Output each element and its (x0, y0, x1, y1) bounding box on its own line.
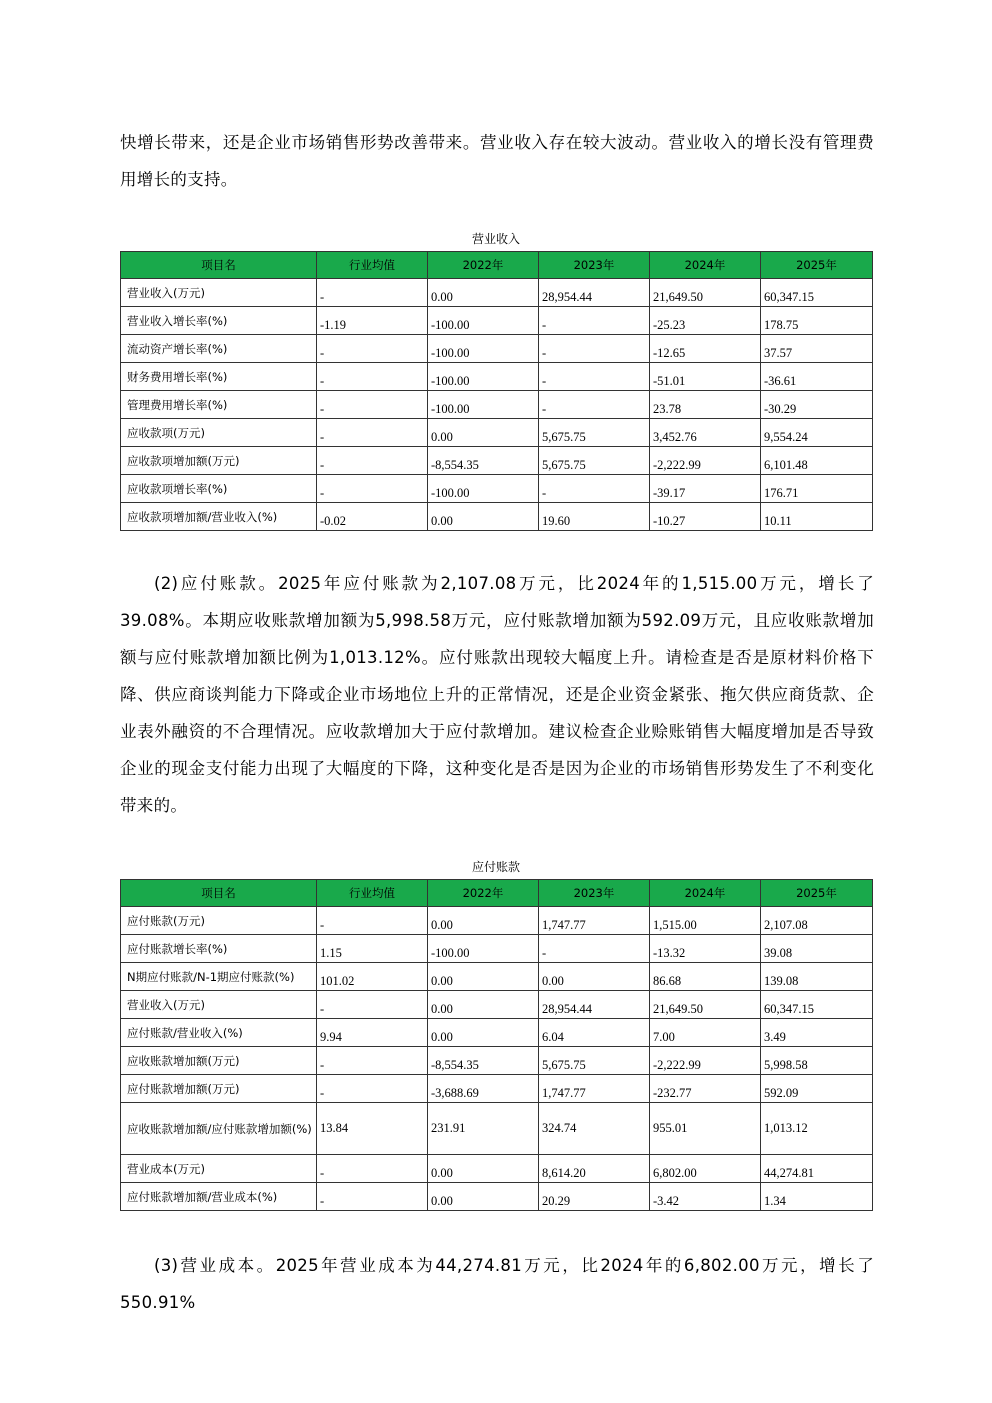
value-cell: 1.15 (317, 935, 428, 963)
table-row (121, 279, 873, 307)
value-cell: 5,998.58 (761, 1047, 873, 1075)
value-cell: -2,222.99 (650, 447, 761, 475)
value-cell: -12.65 (650, 335, 761, 363)
value-cell: - (317, 391, 428, 419)
value-cell: 60,347.15 (761, 991, 873, 1019)
value-cell: - (317, 475, 428, 503)
value-cell: -3.42 (650, 1183, 761, 1211)
payables-table (120, 879, 873, 1211)
header-row (121, 880, 873, 907)
paragraph-top: 快增长带来，还是企业市场销售形势改善带来。营业收入存在较大波动。营业收入的增长没有管理费用增长的支持。 (120, 133, 874, 189)
value-cell: 6,802.00 (650, 1155, 761, 1183)
table-caption-payables: 应付账款 (471, 860, 520, 874)
value-cell: - (539, 335, 650, 363)
table-row (121, 907, 873, 935)
header-cell: 2023年 (539, 880, 650, 907)
value-cell: 0.00 (428, 503, 539, 531)
row-label-cell: 营业收入(万元) (121, 279, 317, 307)
table-row (121, 391, 873, 419)
table-row (121, 419, 873, 447)
value-cell: 0.00 (428, 1155, 539, 1183)
value-cell: -100.00 (428, 363, 539, 391)
value-cell: 21,649.50 (650, 991, 761, 1019)
value-cell: 0.00 (539, 963, 650, 991)
value-cell: 6.04 (539, 1019, 650, 1047)
table-row (121, 335, 873, 363)
row-label-cell: N期应付账款/N-1期应付账款(%) (121, 963, 317, 991)
row-label-cell: 营业收入增长率(%) (121, 307, 317, 335)
value-cell: 6,101.48 (761, 447, 873, 475)
value-cell: - (317, 1047, 428, 1075)
value-cell: - (317, 1155, 428, 1183)
value-cell: 1.34 (761, 1183, 873, 1211)
value-cell: -3,688.69 (428, 1075, 539, 1103)
value-cell: 39.08 (761, 935, 873, 963)
header-cell: 2022年 (428, 880, 539, 907)
row-label-cell: 应付账款/营业收入(%) (121, 1019, 317, 1047)
value-cell: 23.78 (650, 391, 761, 419)
value-cell: -30.29 (761, 391, 873, 419)
value-cell: 1,013.12 (761, 1103, 873, 1155)
value-cell: 0.00 (428, 419, 539, 447)
row-label-cell: 营业成本(万元) (121, 1155, 317, 1183)
row-label-cell: 应收账款增加额/应付账款增加额(%) (121, 1103, 317, 1155)
value-cell: 101.02 (317, 963, 428, 991)
table-row (121, 1103, 873, 1155)
header-cell: 2024年 (650, 880, 761, 907)
value-cell: - (317, 419, 428, 447)
value-cell: -1.19 (317, 307, 428, 335)
table-row (121, 935, 873, 963)
paragraph-operating-cost: (3)营业成本。2025年营业成本为44,274.81万元，比2024年的6,802.00万元，增长了550.91% (120, 1256, 874, 1312)
value-cell: 20.29 (539, 1183, 650, 1211)
value-cell: 592.09 (761, 1075, 873, 1103)
table-row (121, 963, 873, 991)
value-cell: -36.61 (761, 363, 873, 391)
value-cell: 0.00 (428, 991, 539, 1019)
paragraph-accounts-payable: (2)应付账款。2025年应付账款为2,107.08万元，比2024年的1,515.00万元，增长了39.08%。本期应收账款增加额为5,998.58万元，应付账款增加额为592.09万元，且应收账款增加额与应付账款增加额比例为1,013.12%。应付账款出现较大幅度上升。请检查是否是原材料价格下降、供应商谈判能力下降或企业市场地位上升的正常情况，还是企业资金紧张、拖欠供应商货款、企业表外融资的不合理情况。应收款增加大于应付款增加。建议检查企业赊账销售大幅度增加是否导致企业的现金支付能力出现了大幅度的下降，这种变化是否是因为企业的市场销售形势发生了不利变化带来的。 (120, 574, 874, 815)
value-cell: -8,554.35 (428, 1047, 539, 1075)
table-row (121, 1155, 873, 1183)
row-label-cell: 应付账款增长率(%) (121, 935, 317, 963)
value-cell: 8,614.20 (539, 1155, 650, 1183)
value-cell: - (317, 335, 428, 363)
value-cell: 13.84 (317, 1103, 428, 1155)
value-cell: 231.91 (428, 1103, 539, 1155)
value-cell: -13.32 (650, 935, 761, 963)
row-label-cell: 应收款项增加额(万元) (121, 447, 317, 475)
table-row (121, 1075, 873, 1103)
value-cell: 44,274.81 (761, 1155, 873, 1183)
value-cell: 3,452.76 (650, 419, 761, 447)
value-cell: -8,554.35 (428, 447, 539, 475)
value-cell: -100.00 (428, 391, 539, 419)
row-label-cell: 应收款项增加额/营业收入(%) (121, 503, 317, 531)
value-cell: - (539, 391, 650, 419)
value-cell: 5,675.75 (539, 447, 650, 475)
row-label-cell: 营业收入(万元) (121, 991, 317, 1019)
value-cell: 0.00 (428, 279, 539, 307)
value-cell: 176.71 (761, 475, 873, 503)
value-cell: - (317, 1075, 428, 1103)
header-cell: 2023年 (539, 252, 650, 279)
value-cell: -2,222.99 (650, 1047, 761, 1075)
row-label-cell: 应收款项(万元) (121, 419, 317, 447)
value-cell: 9.94 (317, 1019, 428, 1047)
value-cell: -100.00 (428, 335, 539, 363)
row-label-cell: 应收款项增长率(%) (121, 475, 317, 503)
header-cell: 2024年 (650, 252, 761, 279)
row-label-cell: 应付账款增加额/营业成本(%) (121, 1183, 317, 1211)
value-cell: 1,515.00 (650, 907, 761, 935)
value-cell: 0.00 (428, 1019, 539, 1047)
value-cell: 28,954.44 (539, 279, 650, 307)
value-cell: 86.68 (650, 963, 761, 991)
table-row (121, 1047, 873, 1075)
header-cell: 行业均值 (317, 252, 428, 279)
value-cell: 0.00 (428, 907, 539, 935)
value-cell: - (317, 447, 428, 475)
value-cell: -51.01 (650, 363, 761, 391)
header-cell: 2025年 (761, 880, 873, 907)
value-cell: -100.00 (428, 475, 539, 503)
table-row (121, 503, 873, 531)
value-cell: -25.23 (650, 307, 761, 335)
value-cell: - (317, 1183, 428, 1211)
value-cell: 0.00 (428, 1183, 539, 1211)
row-label-cell: 应付账款增加额(万元) (121, 1075, 317, 1103)
row-label-cell: 流动资产增长率(%) (121, 335, 317, 363)
header-cell: 2022年 (428, 252, 539, 279)
value-cell: 5,675.75 (539, 419, 650, 447)
value-cell: 324.74 (539, 1103, 650, 1155)
value-cell: 9,554.24 (761, 419, 873, 447)
table-row (121, 1183, 873, 1211)
value-cell: -100.00 (428, 935, 539, 963)
table-row (121, 991, 873, 1019)
value-cell: 139.08 (761, 963, 873, 991)
value-cell: 3.49 (761, 1019, 873, 1047)
value-cell: - (539, 475, 650, 503)
value-cell: 1,747.77 (539, 907, 650, 935)
row-label-cell: 应收账款增加额(万元) (121, 1047, 317, 1075)
revenue-table (120, 251, 873, 531)
header-cell: 2025年 (761, 252, 873, 279)
value-cell: -100.00 (428, 307, 539, 335)
value-cell: -10.27 (650, 503, 761, 531)
table-row (121, 475, 873, 503)
row-label-cell: 应付账款(万元) (121, 907, 317, 935)
table-row (121, 1019, 873, 1047)
value-cell: 2,107.08 (761, 907, 873, 935)
value-cell: 37.57 (761, 335, 873, 363)
value-cell: 19.60 (539, 503, 650, 531)
table-row (121, 307, 873, 335)
header-row (121, 252, 873, 279)
value-cell: - (317, 279, 428, 307)
value-cell: - (539, 363, 650, 391)
value-cell: 5,675.75 (539, 1047, 650, 1075)
header-cell: 项目名 (121, 252, 317, 279)
value-cell: 7.00 (650, 1019, 761, 1047)
table-row (121, 447, 873, 475)
value-cell: - (317, 907, 428, 935)
value-cell: 60,347.15 (761, 279, 873, 307)
value-cell: -39.17 (650, 475, 761, 503)
value-cell: 10.11 (761, 503, 873, 531)
value-cell: 0.00 (428, 963, 539, 991)
row-label-cell: 财务费用增长率(%) (121, 363, 317, 391)
row-label-cell: 管理费用增长率(%) (121, 391, 317, 419)
value-cell: - (317, 991, 428, 1019)
value-cell: - (539, 307, 650, 335)
header-cell: 项目名 (121, 880, 317, 907)
value-cell: 955.01 (650, 1103, 761, 1155)
value-cell: - (539, 935, 650, 963)
value-cell: - (317, 363, 428, 391)
value-cell: 178.75 (761, 307, 873, 335)
value-cell: 21,649.50 (650, 279, 761, 307)
value-cell: 1,747.77 (539, 1075, 650, 1103)
table-row (121, 363, 873, 391)
value-cell: -0.02 (317, 503, 428, 531)
value-cell: 28,954.44 (539, 991, 650, 1019)
header-cell: 行业均值 (317, 880, 428, 907)
value-cell: -232.77 (650, 1075, 761, 1103)
table-caption-revenue: 营业收入 (471, 232, 520, 246)
